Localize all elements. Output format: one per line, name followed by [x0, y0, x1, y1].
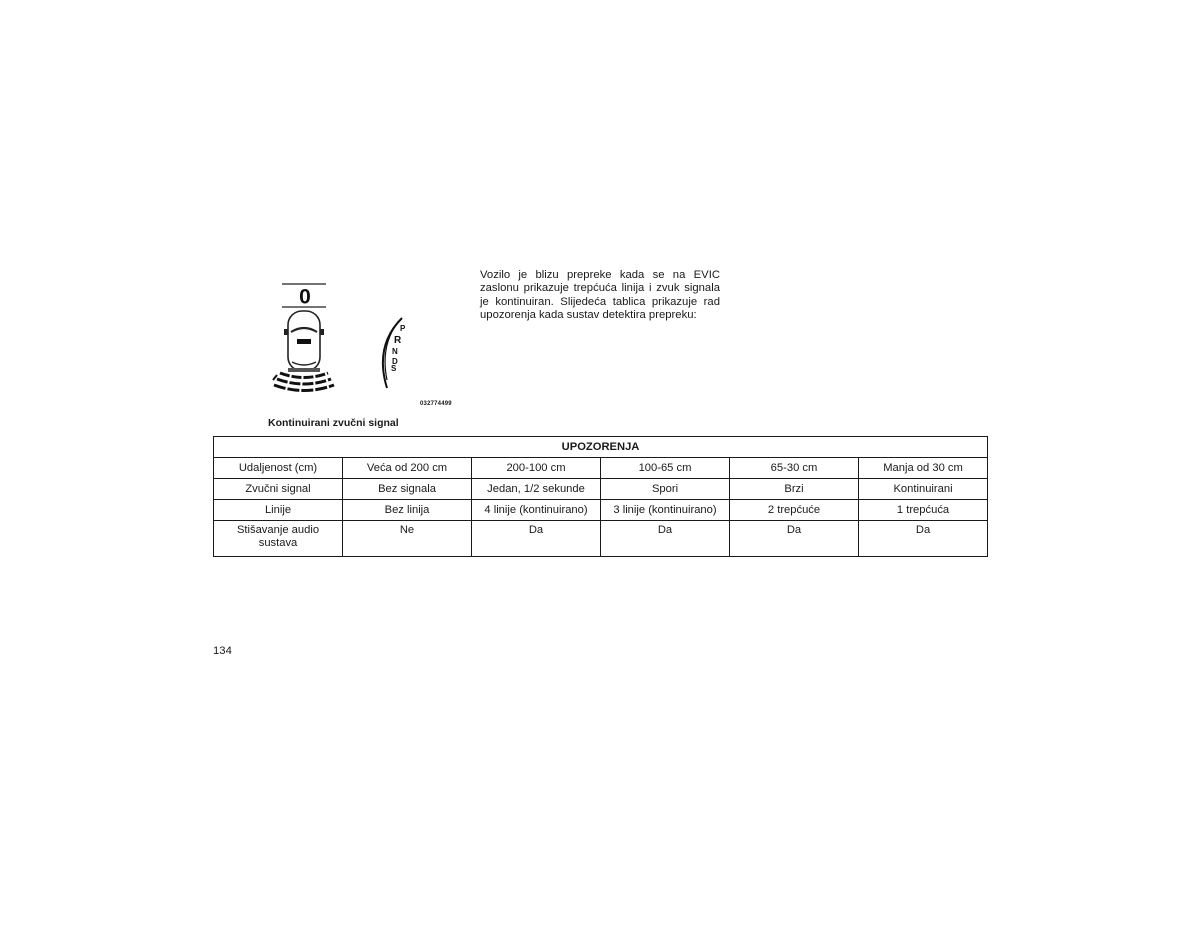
gear-letter-d: D [392, 357, 398, 366]
gear-letter-s: S [391, 364, 397, 373]
table-cell: 1 trepćuća [859, 500, 988, 521]
table-cell: Da [859, 521, 988, 557]
table-cell: Linije [214, 500, 343, 521]
table-row-distance [214, 458, 988, 479]
table-cell: Kontinuirani [859, 479, 988, 500]
warnings-table [213, 436, 988, 557]
table-cell: Da [472, 521, 601, 557]
table-cell: Manja od 30 cm [859, 458, 988, 479]
table-cell: Zvučni signal [214, 479, 343, 500]
gear-letter-n: N [392, 347, 398, 356]
table-cell: 4 linije (kontinuirano) [472, 500, 601, 521]
page-number: 134 [213, 645, 232, 657]
table-cell: Da [601, 521, 730, 557]
table-cell: Spori [601, 479, 730, 500]
gear-letter-p: P [400, 324, 406, 333]
table-cell: Jedan, 1/2 sekunde [472, 479, 601, 500]
table-row-audio-mute [214, 521, 988, 557]
table-cell: Stišavanje audio sustava [214, 521, 343, 557]
table-cell: 2 trepćuće [730, 500, 859, 521]
table-row-sound [214, 479, 988, 500]
table-row-lines [214, 500, 988, 521]
park-assist-display-icon [262, 276, 458, 412]
gear-letter-r: R [394, 335, 402, 346]
table-cell: Udaljenost (cm) [214, 458, 343, 479]
table-cell: Ne [343, 521, 472, 557]
table-cell: Bez signala [343, 479, 472, 500]
table-cell: 65-30 cm [730, 458, 859, 479]
table-cell: Da [730, 521, 859, 557]
table-cell: Veća od 200 cm [343, 458, 472, 479]
table-cell: 100-65 cm [601, 458, 730, 479]
figure-code: 032774499 [420, 401, 452, 407]
figure-caption: Kontinuirani zvučni signal [268, 417, 399, 429]
table-cell: 3 linije (kontinuirano) [601, 500, 730, 521]
car-top-view-icon [284, 311, 324, 372]
sensor-arcs-icon [273, 373, 334, 391]
table-cell: 200-100 cm [472, 458, 601, 479]
distance-readout: 0 [299, 285, 311, 309]
table-cell: Brzi [730, 479, 859, 500]
table-cell: Bez linija [343, 500, 472, 521]
park-assist-illustration [262, 276, 458, 412]
intro-paragraph: Vozilo je blizu prepreke kada se na EVIC zaslonu prikazuje trepćuća linija i zvuk signala je kontinuiran. Slijedeća tablica prikazuje rad upozorenja kada sustav detektira prepreku: [480, 269, 720, 322]
table-title: UPOZORENJA [214, 437, 988, 458]
